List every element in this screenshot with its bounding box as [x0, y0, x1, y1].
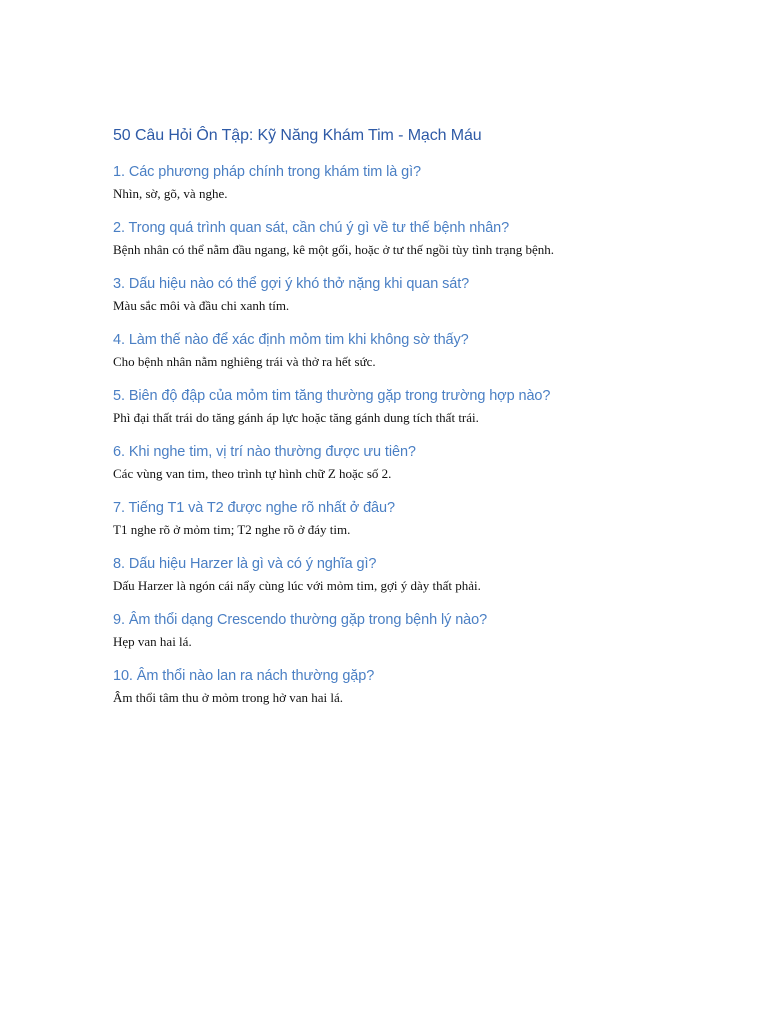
question-8: 8. Dấu hiệu Harzer là gì và có ý nghĩa gì? [113, 556, 377, 572]
question-4: 4. Làm thế nào để xác định mỏm tim khi không sờ thấy? [113, 332, 469, 348]
qa-item-6 [113, 441, 708, 485]
answer-1: Nhìn, sờ, gõ, và nghe. [113, 186, 228, 201]
question-6: 6. Khi nghe tim, vị trí nào thường được ưu tiên? [113, 444, 416, 460]
answer-7: T1 nghe rõ ở mỏm tim; T2 nghe rõ ở đáy tim. [113, 522, 351, 537]
qa-item-2 [113, 217, 708, 261]
question-9: 9. Âm thổi dạng Crescendo thường gặp trong bệnh lý nào? [113, 612, 488, 628]
answer-5: Phì đại thất trái do tăng gánh áp lực hoặc tăng gánh dung tích thất trái. [113, 410, 479, 425]
question-3: 3. Dấu hiệu nào có thể gợi ý khó thở nặng khi quan sát? [113, 276, 470, 292]
question-2: 2. Trong quá trình quan sát, cần chú ý gì về tư thế bệnh nhân? [113, 220, 510, 236]
answer-9: Hẹp van hai lá. [113, 634, 192, 649]
question-10: 10. Âm thổi nào lan ra nách thường gặp? [113, 668, 375, 684]
answer-2: Bệnh nhân có thể nằm đầu ngang, kê một gối, hoặc ở tư thế ngồi tùy tình trạng bệnh. [113, 242, 555, 257]
answer-6: Các vùng van tim, theo trình tự hình chữ Z hoặc số 2. [113, 466, 392, 481]
qa-item-4 [113, 329, 708, 373]
answer-3: Màu sắc môi và đầu chi xanh tím. [113, 298, 290, 313]
question-1: 1. Các phương pháp chính trong khám tim là gì? [113, 164, 422, 180]
qa-item-5 [113, 385, 708, 429]
qa-item-9 [113, 609, 708, 653]
answer-4: Cho bệnh nhân nằm nghiêng trái và thở ra hết sức. [113, 354, 376, 369]
question-7: 7. Tiếng T1 và T2 được nghe rõ nhất ở đâu? [113, 500, 395, 516]
qa-item-10 [113, 665, 708, 709]
qa-item-3 [113, 273, 708, 317]
qa-item-8 [113, 553, 708, 597]
question-5: 5. Biên độ đập của mỏm tim tăng thường gặp trong trường hợp nào? [113, 388, 551, 404]
answer-10: Âm thổi tâm thu ở mỏm trong hở van hai lá. [113, 690, 344, 705]
answer-8: Dấu Harzer là ngón cái nẩy cùng lúc với mỏm tim, gợi ý dày thất phải. [113, 578, 481, 593]
qa-item-7 [113, 497, 708, 541]
qa-item-1 [113, 161, 708, 205]
document-title: 50 Câu Hỏi Ôn Tập: Kỹ Năng Khám Tim - Mạch Máu [113, 127, 482, 144]
